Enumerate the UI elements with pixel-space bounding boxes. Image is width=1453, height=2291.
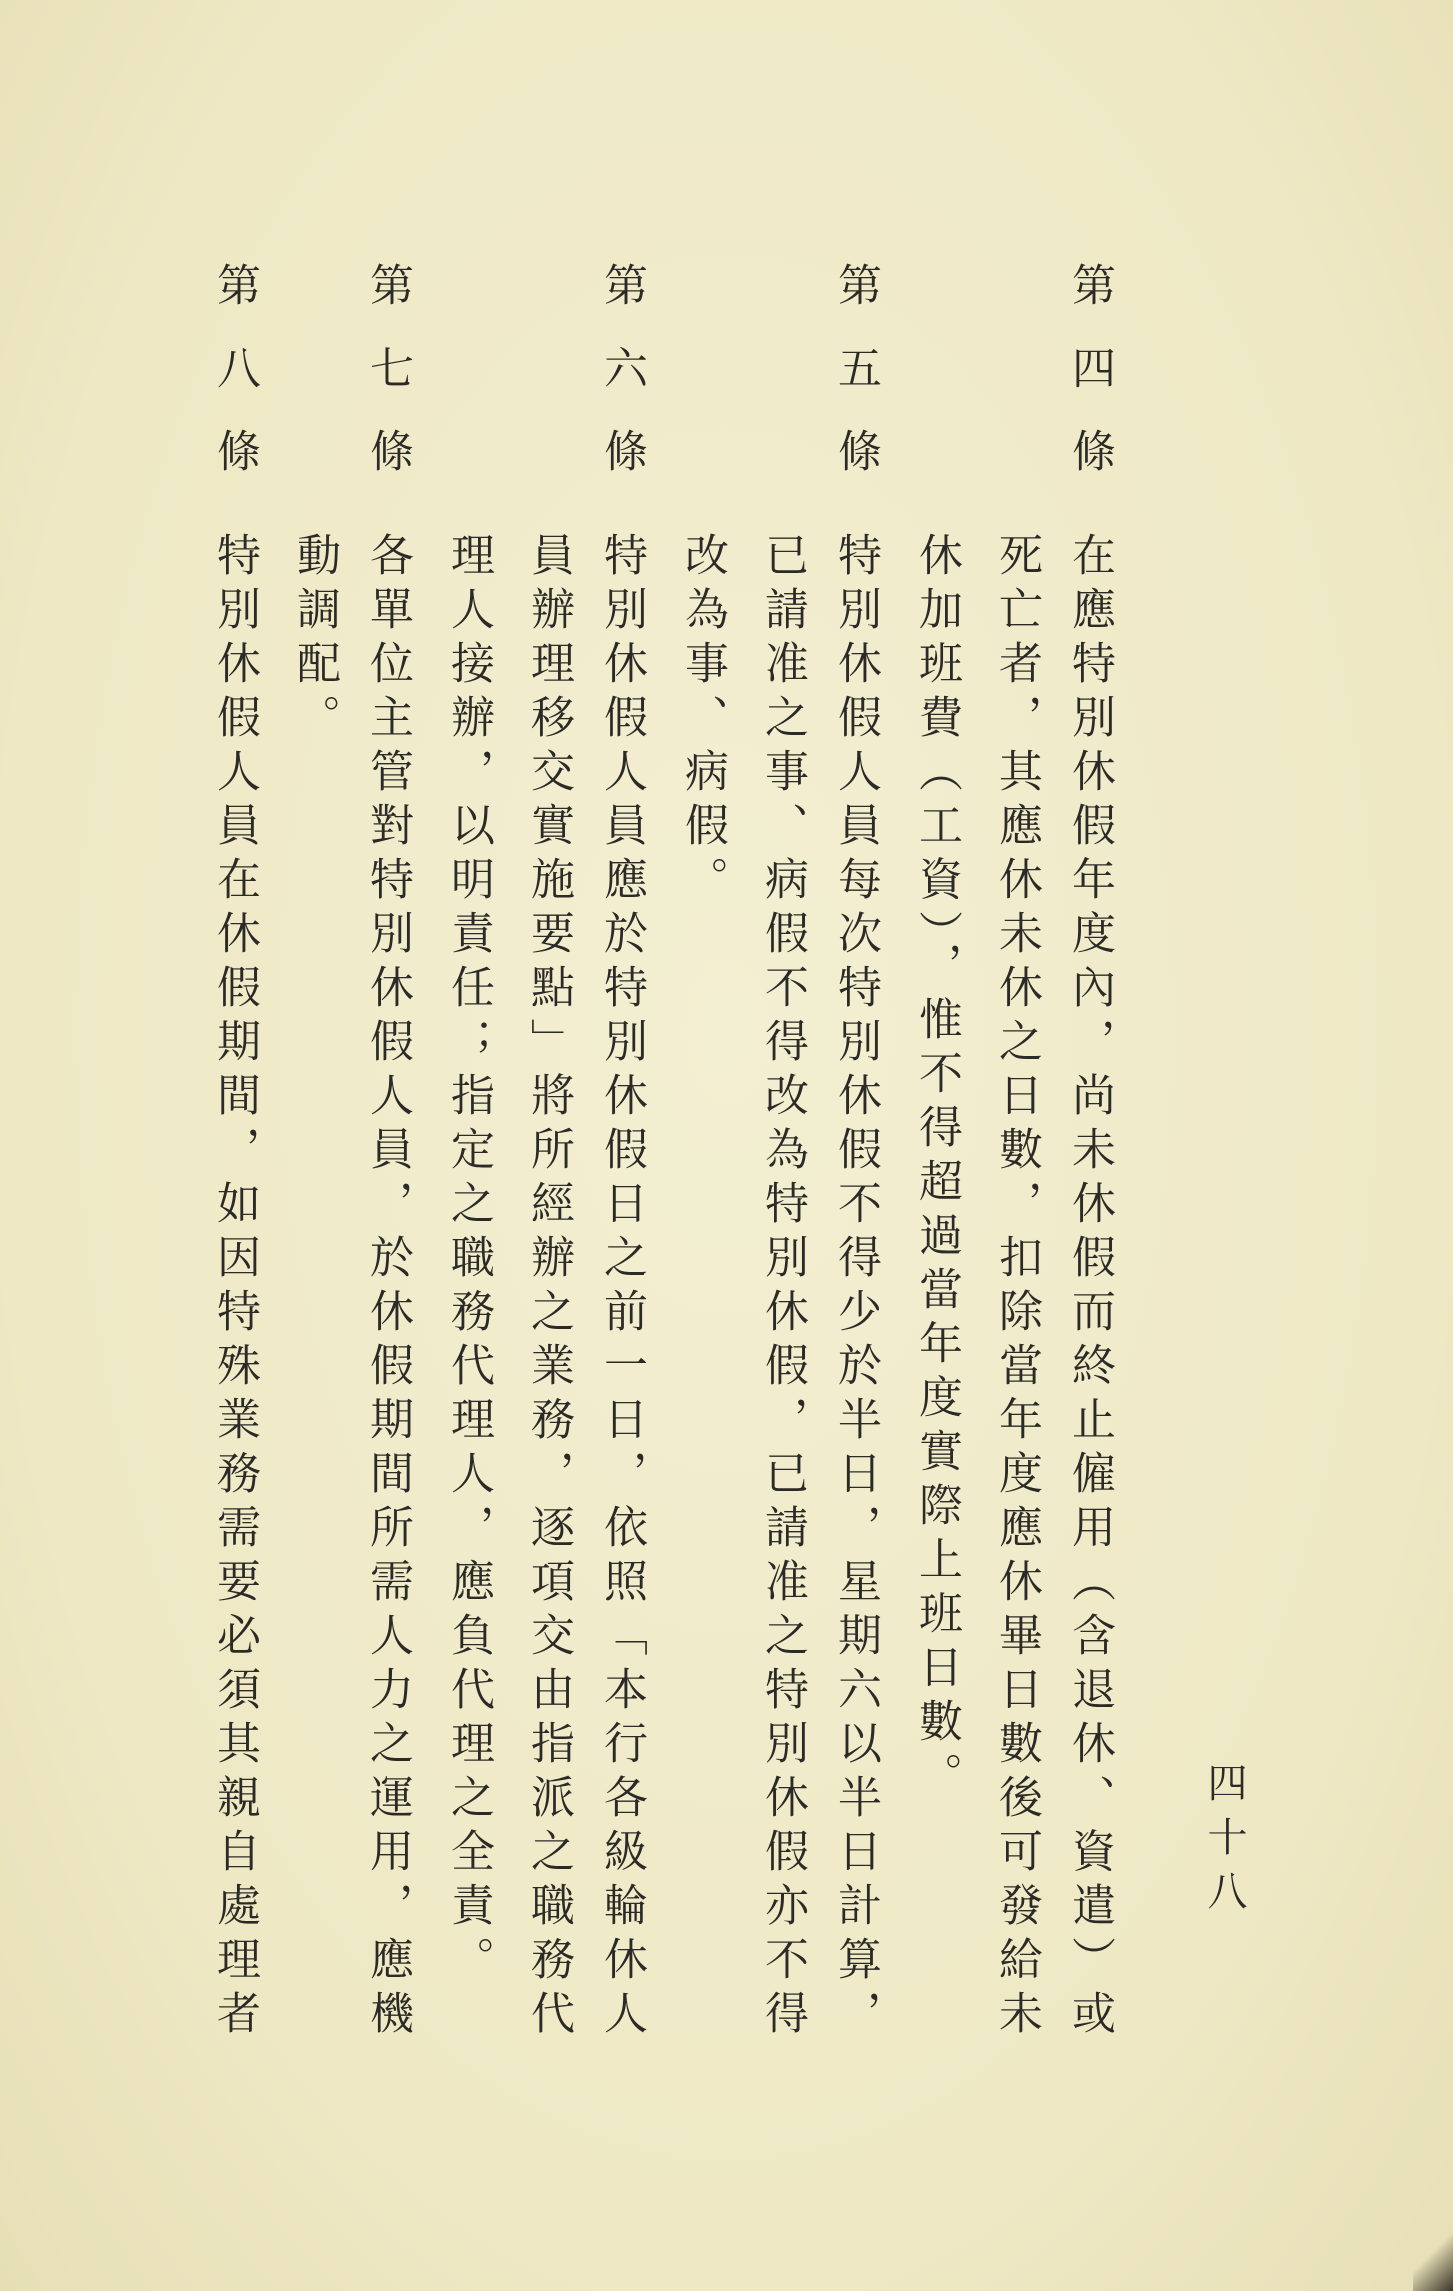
article-6-line-1: 特別休假人員應於特別休假日之前一日，依照「本行各級輪休人 bbox=[596, 532, 647, 2044]
article-6-line-2: 員辦理移交實施要點」將所經辦之業務，逐項交由指派之職務代 bbox=[523, 532, 574, 2044]
article-8-line-1: 特別休假人員在休假期間，如因特殊業務需要必須其親自處理者 bbox=[209, 532, 260, 2044]
article-5-heading: 第五條 bbox=[830, 262, 881, 511]
article-4-line-1: 在應特別休假年度內，尚未休假而終止僱用（含退休、資遣）或 bbox=[1064, 532, 1115, 2044]
article-4-heading: 第四條 bbox=[1064, 262, 1115, 511]
article-6-heading: 第六條 bbox=[596, 262, 647, 511]
article-4-line-3: 休加班費（工資），惟不得超過當年度實際上班日數。 bbox=[911, 532, 962, 1806]
article-5-line-3: 改為事、病假。 bbox=[677, 532, 728, 910]
page-number: 四十八 bbox=[1201, 1762, 1247, 1924]
article-8-heading: 第八條 bbox=[209, 262, 260, 511]
article-7-line-1: 各單位主管對特別休假人員，於休假期間所需人力之運用，應機 bbox=[362, 532, 413, 2044]
article-5-line-1: 特別休假人員每次特別休假不得少於半日，星期六以半日計算， bbox=[830, 532, 881, 2044]
article-7-heading: 第七條 bbox=[362, 262, 413, 511]
article-5-line-2: 已請准之事、病假不得改為特別休假，已請准之特別休假亦不得 bbox=[757, 532, 808, 2044]
article-6-line-3: 理人接辦，以明責任；指定之職務代理人，應負代理之全責。 bbox=[443, 532, 494, 1990]
page-corner-shadow bbox=[1413, 2231, 1453, 2291]
article-4-line-2: 死亡者，其應休未休之日數，扣除當年度應休畢日數後可發給未 bbox=[991, 532, 1042, 2044]
article-7-line-2: 動調配。 bbox=[289, 532, 340, 748]
